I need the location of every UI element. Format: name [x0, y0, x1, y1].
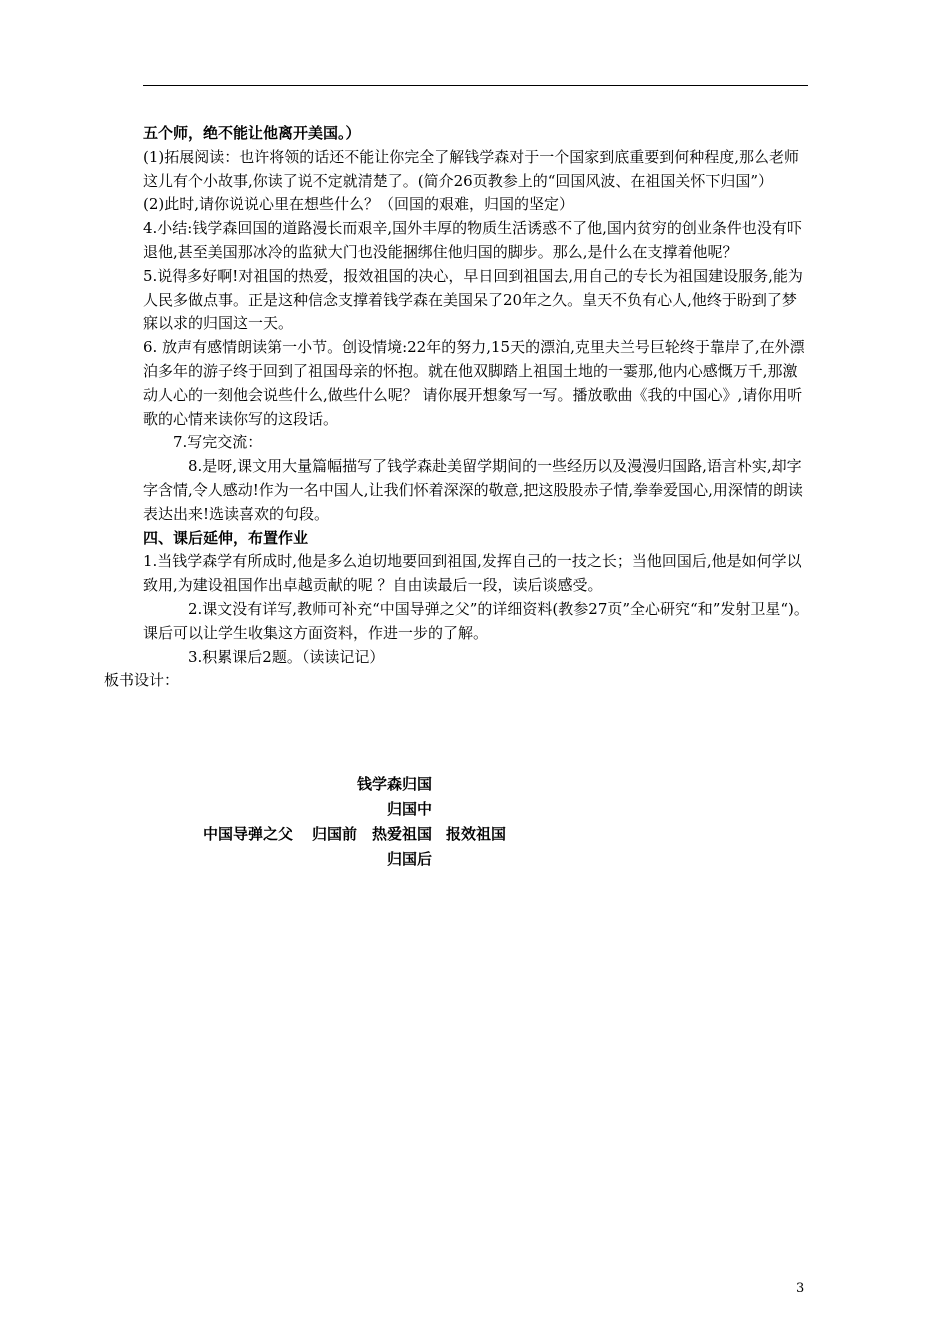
board-left-label: 中国导弹之父 [203, 825, 294, 843]
board-before: 归国前 [312, 825, 358, 843]
board-love: 热爱祖国 [372, 825, 433, 843]
header-rule [143, 85, 808, 86]
paragraph-homework-2: 2.课文没有详写,教师可补充“中国导弹之父”的详细资料(教参27页”全心研究“和”发射卫星“)。课后可以让学生收集这方面资料，作进一步的了解。 [143, 599, 809, 642]
paragraph-intro: 五个师，绝不能让他离开美国。） [143, 124, 361, 142]
paragraph-exchange: 7.写完交流： [173, 433, 263, 452]
document-body [104, 122, 811, 693]
board-title: 钱学森归国 [357, 775, 433, 793]
paragraph-thoughts: (2)此时,请你说说心里在想些什么？（回国的艰难，归国的坚定） [143, 195, 575, 214]
paragraph-homework-3: 3.积累课后2题。（读读记记） [188, 647, 385, 666]
paragraph-extended-reading: (1)拓展阅读：也许将领的话还不能让你完全了解钱学森对于一个国家到底重要到何种程度,那么老师这儿有个小故事,你读了说不定就清楚了。(简介26页教参上的“回国风波、在祖国关怀下归国”） [143, 147, 800, 190]
board-during: 归国中 [387, 800, 433, 818]
paragraph-homework-1: 1.当钱学森学有所成时,他是多么迫切地要回到祖国,发挥自己的一技之长；当他回国后,他是如何学以致用,为建设祖国作出卓越贡献的呢 ？自由读最后一段，读后谈感受。 [143, 552, 802, 595]
page-number: 3 [796, 1281, 805, 1296]
board-serve: 报效祖国 [446, 825, 507, 843]
paragraph-belief: 5.说得多好啊!对祖国的热爱，报效祖国的决心，早日回到祖国去,用自己的专长为祖国建设服务,能为人民多做点事。正是这种信念支撑着钱学森在美国呆了20年之久。皇天不负有心人,他终于盼到了梦寐以求的归国这一天。 [143, 266, 803, 333]
section-heading-homework: 四、课后延伸，布置作业 [143, 528, 309, 547]
board-after: 归国后 [387, 850, 433, 868]
paragraph-recitation: 8.是呀,课文用大量篇幅描写了钱学森赴美留学期间的一些经历以及漫漫归国路,语言朴实,却字字含情,令人感动!作为一名中国人,让我们怀着深深的敬意,把这股股赤子情,拳拳爱国心,用深情的朗读表达出来!选读喜欢的句段。 [143, 457, 803, 523]
paragraph-reading-aloud: 6. 放声有感情朗读第一小节。创设情境:22年的努力,15天的漂泊,克里夫兰号巨轮终于靠岸了,在外漂泊多年的游子终于回到了祖国母亲的怀抱。就在他双脚踏上祖国土地的一霎那,他内心感慨万千,那激动人心的一刻他会说些什么,做些什么呢？ 请你展开想象写一写。播放歌曲《我的中国心》,请你用听歌的心情来读你写的这段话。 [143, 338, 805, 428]
paragraph-summary: 4.小结:钱学森回国的道路漫长而艰辛,国外丰厚的物质生活诱惑不了他,国内贫穷的创业条件也没有吓退他,甚至美国那冰冷的监狱大门也没能捆绑住他归国的脚步。那么,是什么在支撑着他呢？ [143, 219, 802, 261]
board-design-label: 板书设计： [104, 671, 180, 690]
